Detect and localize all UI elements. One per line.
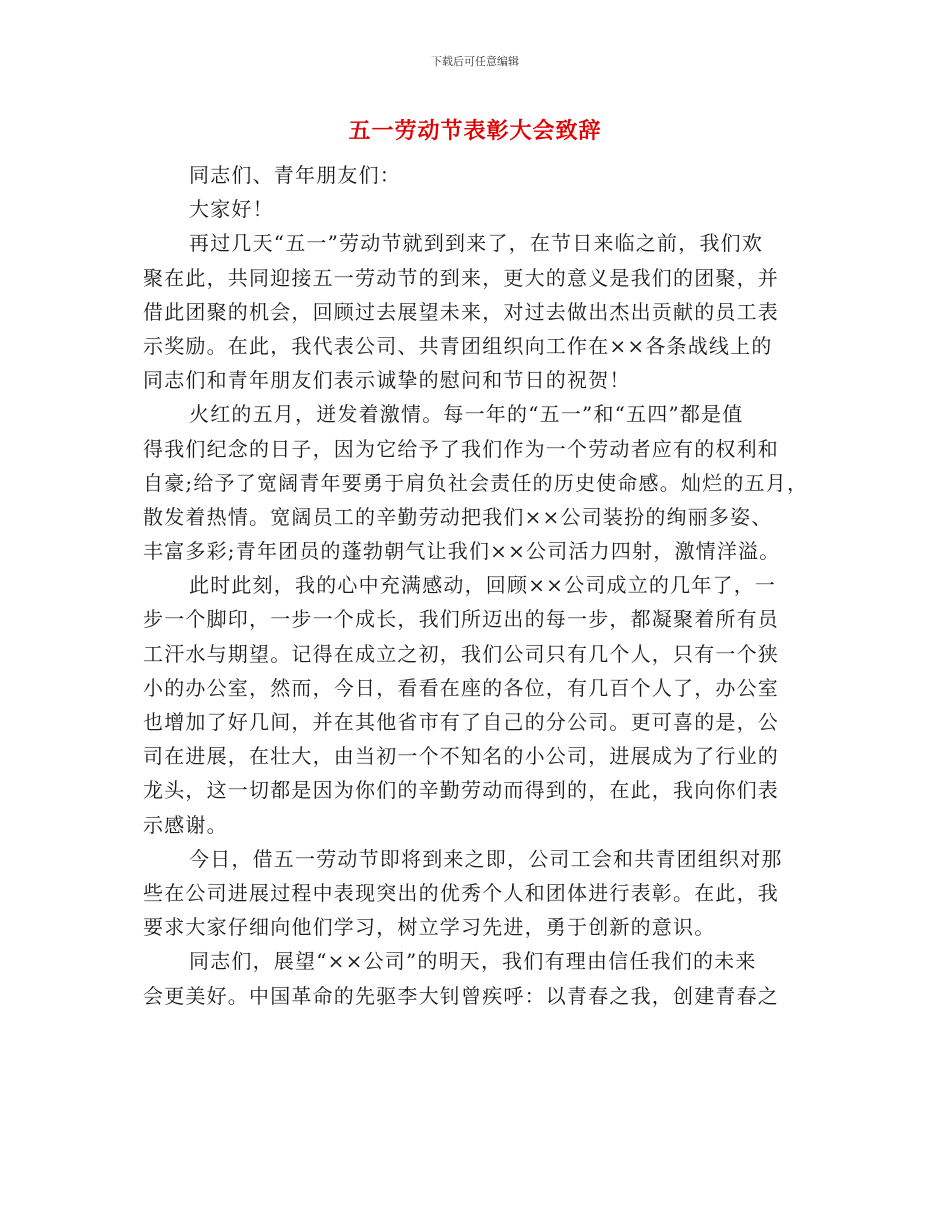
body-text-line: 丰富多彩;青年团员的蓬勃朝气让我们××公司活力四射，激情洋溢。 (143, 539, 781, 564)
body-text-line: 自豪;给予了宽阔青年要勇于肩负社会责任的历史使命感。灿烂的五月， (143, 470, 809, 495)
document-body (143, 158, 807, 1013)
body-text-line: 聚在此，共同迎接五一劳动节的到来，更大的意义是我们的团聚，并 (143, 265, 779, 290)
body-text-line: 此时此刻，我的心中充满感动，回顾××公司成立的几年了，一 (189, 573, 777, 598)
body-text-line: 再过几天“五一”劳动节就到到来了，在节日来临之前，我们欢 (189, 231, 764, 256)
body-text-line: 司在进展，在壮大，由当初一个不知名的小公司，进展成为了行业的 (143, 744, 779, 769)
body-text-line: 今日，借五一劳动节即将到来之即，公司工会和共青团组织对那 (189, 846, 783, 871)
body-text-line: 借此团聚的机会，回顾过去展望未来，对过去做出杰出贡献的员工表 (143, 299, 779, 324)
body-text-line: 同志们和青年朋友们表示诚挚的慰问和节日的祝贺！ (143, 368, 631, 393)
body-text-line: 步一个脚印，一步一个成长，我们所迈出的每一步，都凝聚着所有员 (143, 607, 779, 632)
body-text-line: 同志们，展望“××公司”的明天，我们有理由信任我们的未来 (189, 949, 757, 974)
body-text-line: 示奖励。在此，我代表公司、共青团组织向工作在××各条战线上的 (143, 333, 773, 358)
document-title: 五一劳动节表彰大会致辞 (348, 119, 602, 144)
body-text-line: 得我们纪念的日子，因为它给予了我们作为一个劳动者应有的权利和 (143, 436, 779, 461)
body-text-line: 散发着热情。宽阔员工的辛勤劳动把我们××公司装扮的绚丽多姿、 (143, 504, 773, 529)
body-text-line: 示感谢。 (143, 812, 228, 837)
body-text-line: 大家好！ (189, 197, 274, 222)
page-header-note: 下载后可任意编辑 (431, 55, 519, 68)
body-text-line: 会更美好。中国革命的先驱李大钊曾疾呼：以青春之我，创建青春之 (143, 983, 779, 1008)
body-text-line: 要求大家仔细向他们学习，树立学习先进，勇于创新的意识。 (143, 915, 716, 940)
body-text-line: 火红的五月，迸发着激情。每一年的“五一”和“五四”都是值 (189, 402, 744, 427)
body-text-line: 也增加了好几间，并在其他省市有了自己的分公司。更可喜的是，公 (143, 710, 779, 734)
body-text-line: 工汗水与期望。记得在成立之初，我们公司只有几个人，只有一个狭 (143, 641, 779, 666)
body-text-line: 龙头，这一切都是因为你们的辛勤劳动而得到的，在此，我向你们表 (143, 778, 779, 803)
body-text-line: 些在公司进展过程中表现突出的优秀个人和团体进行表彰。在此，我 (143, 880, 779, 905)
body-text-line: 小的办公室，然而，今日，看看在座的各位，有几百个人了，办公室 (143, 675, 779, 700)
body-text-line: 同志们、青年朋友们： (189, 163, 401, 187)
